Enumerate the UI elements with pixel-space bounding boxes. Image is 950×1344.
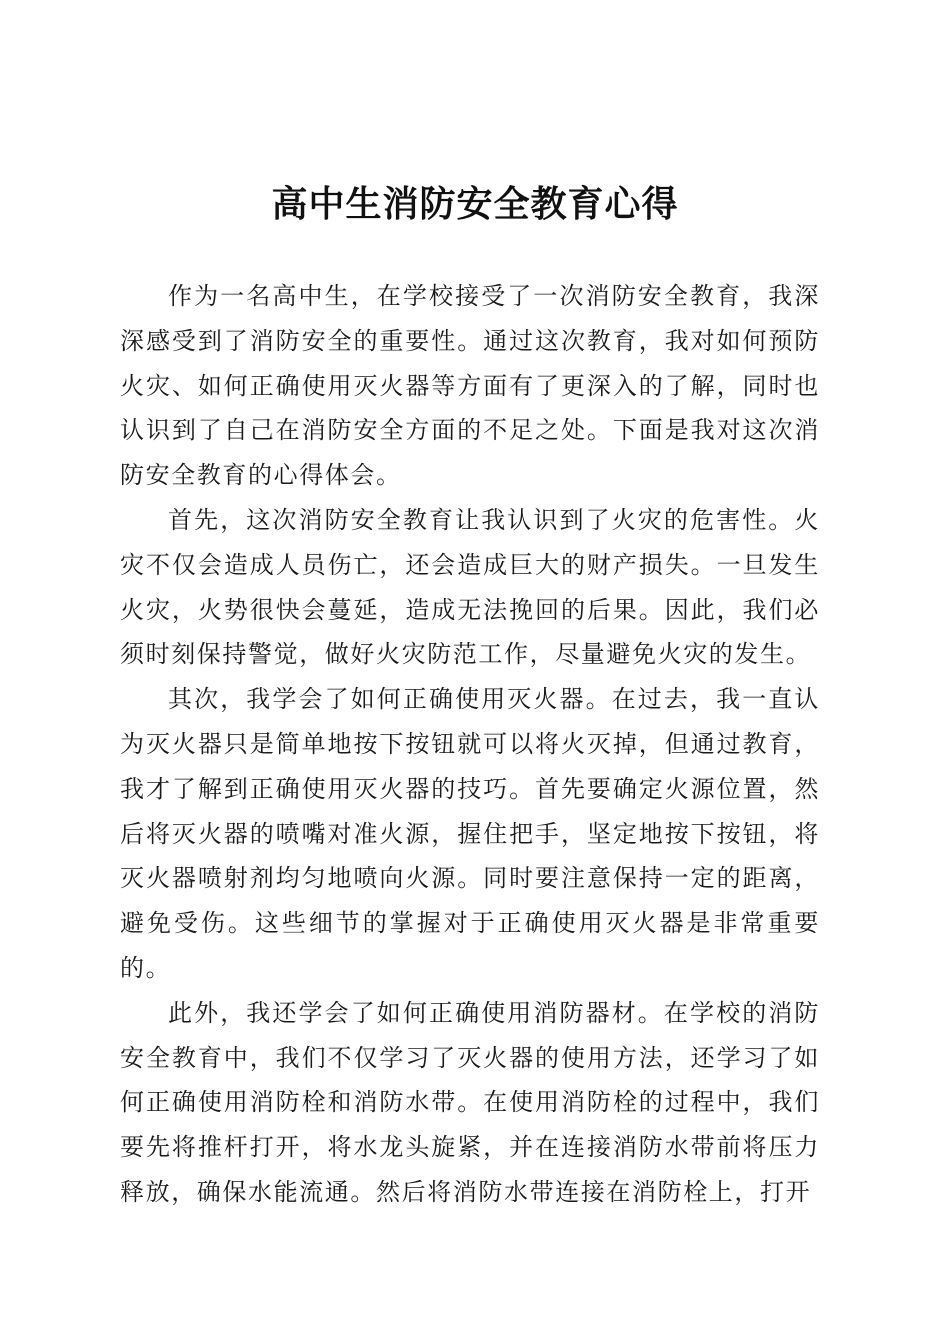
paragraph-2: 首先，这次消防安全教育让我认识到了火灾的危害性。火灾不仅会造成人员伤亡，还会造成巨大的财产损失。一旦发生火灾，火势很快会蔓延，造成无法挽回的后果。因此，我们必须时刻保持警觉，做好火灾防范工作，尽量避免火灾的发生。 <box>120 505 820 669</box>
document-title: 高中生消防安全教育心得 <box>271 183 679 225</box>
paragraph-4: 此外，我还学会了如何正确使用消防器材。在学校的消防安全教育中，我们不仅学习了灭火器的使用方法，还学习了如何正确使用消防栓和消防水带。在使用消防栓的过程中，我们要先将推杆打开，将水龙头旋紧，并在连接消防水带前将压力释放，确保水能流通。然后将消防水带连接在消防栓上，打开 <box>120 998 820 1206</box>
paragraph-1: 作为一名高中生，在学校接受了一次消防安全教育，我深深感受到了消防安全的重要性。通过这次教育，我对如何预防火灾、如何正确使用灭火器等方面有了更深入的了解，同时也认识到了自己在消防安全方面的不足之处。下面是我对这次消防安全教育的心得体会。 <box>120 282 820 490</box>
paragraph-3: 其次，我学会了如何正确使用灭火器。在过去，我一直认为灭火器只是简单地按下按钮就可以将火灭掉，但通过教育，我才了解到正确使用灭火器的技巧。首先要确定火源位置，然后将灭火器的喷嘴对准火源，握住把手，坚定地按下按钮，将灭火器喷射剂均匀地喷向火源。同时要注意保持一定的距离，避免受伤。这些细节的掌握对于正确使用灭火器是非常重要的。 <box>120 685 820 982</box>
document-body <box>120 274 820 1215</box>
